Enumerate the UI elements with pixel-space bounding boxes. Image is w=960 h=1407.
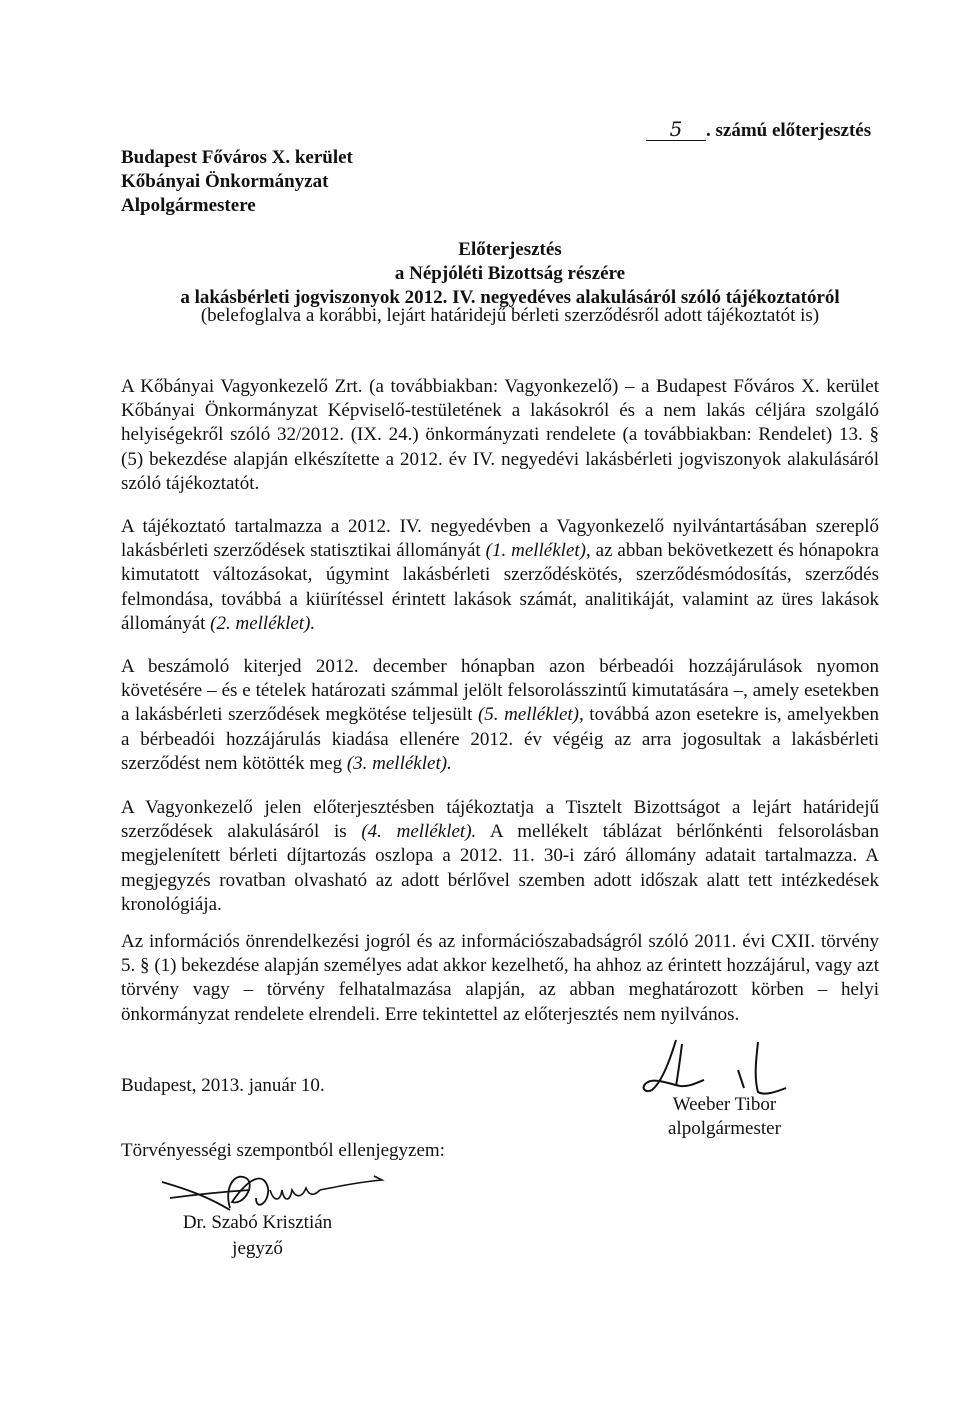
document-number-suffix: . számú előterjesztés [706,120,872,141]
place-and-date: Budapest, 2013. január 10. [121,1075,325,1096]
annex-5-ref: (5. melléklet) [477,704,579,726]
paragraph-2-text-b: , az abban bekövetkezett és hónapokra kimutatott változásokat, úgymint lakásbérleti szerződéskötés, szerződésmódosítás, szerződés felmondása, továbbá a kiürítéssel érintett lakások számát, analitikáját, valamint az üres lakások állományát [121,540,879,634]
signer-signature [640,1030,800,1100]
notary-block [170,1210,345,1262]
issuer-header [121,146,353,218]
annex-4-ref: (4. melléklet). [361,821,477,843]
paragraph-4-text-a: A Vagyonkezelő jelen előterjesztésben tájékoztatja a Tisztelt Bizottságot a lejárt határidejű szerződések alakulásáról is [121,797,879,843]
document-title [100,238,920,310]
paragraph-2-text-a: A tájékoztató tartalmazza a 2012. IV. negyedévben a Vagyonkezelő nyilvántartásában szereplő lakásbérleti szerződések statisztikai állományát [121,516,879,562]
notary-title: jegyző [232,1238,283,1259]
issuer-line-1: Budapest Főváros X. kerület [121,147,353,168]
document-subtitle: (belefoglalva a korábbi, lejárt határidejű bérleti szerződésről adott tájékoztatót is) [200,305,820,326]
signer-title: alpolgármester [668,1118,781,1139]
legal-check-label: Törvényességi szempontból ellenjegyzem: [121,1140,445,1161]
handwritten-number: 5 [646,118,706,141]
title-line-3: a lakásbérleti jogviszonyok 2012. IV. negyedéves alakulásáról szóló tájékoztatóról [180,287,840,308]
paragraph-1: A Kőbányai Vagyonkezelő Zrt. (a továbbiakban: Vagyonkezelő) – a Budapest Főváros X. kerület Kőbányai Önkormányzat Képviselő-testületének a lakásokról és a nem lakás céljára szolgáló helyiségekről szóló 32/2012. (IX. 24.) önkormányzati rendelete (a továbbiakban: Rendelet) 13. § (5) bekezdése alapján elkészítette a 2012. év IV. negyedévi lakásbérleti jogviszonyok alakulásáról szóló tájékoztatót. [121,376,879,494]
paragraph-3-text-b: , továbbá azon esetekre is, amelyekben a bérbeadói hozzájárulás kiadása ellenére 2012. év végéig az arra jogosultak a lakásbérleti szerződést nem kötötték meg [121,704,879,774]
title-line-2: a Népjóléti Bizottság részére [394,263,626,284]
paragraph-2 [121,515,879,636]
signer-name: Weeber Tibor [672,1094,777,1115]
paragraph-3 [121,655,879,776]
paragraph-5: Az információs önrendelkezési jogról és az információszabadságról szóló 2011. évi CXII. törvény 5. § (1) bekezdése alapján személyes adat akkor kezelhető, ha ahhoz az érintett hozzájárul, vagy azt törvény vagy – törvény felhatalmazása alapján, az abban meghatározott körben – helyi önkormányzat rendelete elrendeli. Erre tekintettel az előterjesztés nem nyilvános. [121,931,879,1025]
annex-3-ref: (3. melléklet). [346,752,452,774]
notary-name: Dr. Szabó Krisztián [182,1212,333,1233]
paragraph-4-text-b: A mellékelt táblázat bérlőnkénti felsorolásban megjelenített bérleti díjtartozás oszlopa a 2012. 11. 30-i záró állomány adatait tartalmazza. A megjegyzés rovatban olvasható az adott bérlővel szemben adott időszak alatt tett intézkedések kronológiája. [121,821,879,915]
annex-2-ref: (2. melléklet). [210,612,316,634]
paragraph-4 [121,796,879,917]
document-number [646,118,871,142]
title-line-1: Előterjesztés [458,239,562,260]
annex-1-ref: (1. melléklet) [485,540,586,562]
signer-block [668,1093,781,1141]
issuer-line-2: Kőbányai Önkormányzat [121,171,329,192]
paragraph-3-text-a: A beszámoló kiterjed 2012. december hónapban azon bérbeadói hozzájárulások nyomon követésére – és e tételek határozati számmal jelölt felsorolásszintű kimutatására –, amely esetekben a lakásbérleti szerződések megkötése teljesült [121,656,879,726]
issuer-line-3: Alpolgármestere [121,195,256,216]
